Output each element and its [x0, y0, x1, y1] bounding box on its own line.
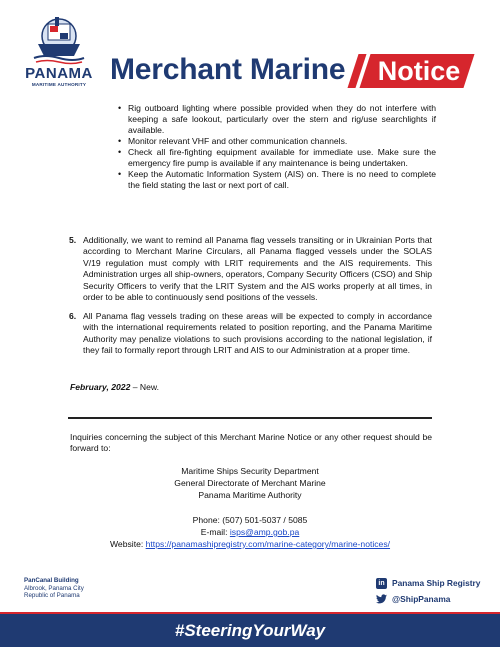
divider — [68, 417, 432, 419]
panama-maritime-authority-logo — [24, 14, 94, 92]
paragraph-text: Additionally, we want to remind all Panama flag vessels transiting or in Ukrainian Ports that according to Merchant Marine Circulars, all Panama flagged vessels under the SOLAS V/19 regulation must comply with LRIT requirements and the AIS requirements. This Administration urges all ship-owners, operators, Company Security Officers (CSO) and Ship Security Officers to verify that the LRIT System and the AIS works properly at all times, in order to be able to continuously send positions of the vessels. — [83, 235, 432, 303]
paragraph-number: 6. — [69, 311, 77, 321]
header-title: Merchant Marine — [110, 53, 346, 86]
linkedin-link[interactable] — [376, 575, 480, 591]
linkedin-label: Panama Ship Registry — [392, 578, 481, 588]
ship-emblem-icon — [30, 14, 88, 66]
inquiry-text: Inquiries concerning the subject of this Merchant Marine Notice or any other request should be forward to: — [70, 432, 432, 454]
linkedin-icon: in — [376, 578, 387, 589]
email-label: E-mail: — [200, 527, 230, 537]
contact-email-line — [60, 526, 440, 538]
hashtag-text: #SteeringYourWay — [174, 621, 326, 640]
contact-phone: Phone: (507) 501-5037 / 5085 — [192, 515, 308, 525]
logo-subtitle: MARITIME AUTHORITY — [31, 82, 87, 87]
contact-department: Maritime Ships Security Department — [181, 466, 319, 476]
address-city: Albrook, Panama City — [24, 584, 84, 592]
twitter-icon — [376, 594, 387, 605]
contact-details — [60, 514, 440, 550]
contact-website-line — [60, 538, 440, 550]
twitter-label: @ShipPanama — [392, 594, 451, 604]
paragraph-number: 5. — [69, 235, 77, 245]
twitter-link[interactable] — [376, 591, 480, 607]
paragraph-5 — [70, 235, 432, 303]
address-building: PanCanal Building — [24, 577, 79, 584]
contact-directorate: General Directorate of Merchant Marine — [174, 478, 326, 488]
email-link[interactable]: isps@amp.gob.pa — [229, 527, 300, 537]
list-item: • Keep the Automatic Information System (AIS) on. There is no need to complete the field stating the last or next port of call. — [128, 169, 436, 191]
date-value: February, 2022 — [70, 382, 131, 392]
notice-badge — [353, 54, 472, 88]
notice-badge-label: Notice — [377, 56, 461, 86]
paragraph-6 — [70, 311, 432, 357]
paragraph-text: All Panama flag vessels trading on these areas will be expected to comply in accordance with the international requirements related to position reporting, and the Panama Maritime Authority may penalize violations to such provisions according to the national legislation, if they fail to formally report through LRIT and AIS to our Administration at a proper time. — [83, 311, 432, 356]
footer-address — [24, 577, 84, 600]
issue-date — [70, 382, 159, 392]
list-item: • Rig outboard lighting where possible provided when they do not interfere with keeping a safe lookout, particularly over the stern and rig/use searchlights if available. — [128, 103, 436, 136]
social-links — [376, 575, 480, 607]
logo-name: PANAMA — [25, 65, 93, 82]
contact-block — [60, 465, 440, 501]
list-item: • Check all fire-fighting equipment available for immediate use. Make sure the emergency fire pump is available if any maintenance is being undertaken. — [128, 147, 436, 169]
address-country: Republic of Panama — [24, 592, 80, 600]
website-label: Website: — [109, 539, 146, 549]
website-link[interactable]: https://panamashipregistry.com/marine-category/marine-notices/ — [145, 539, 391, 549]
bullet-list — [128, 103, 436, 191]
contact-authority: Panama Maritime Authority — [198, 490, 302, 500]
list-item: • Monitor relevant VHF and other communication channels. — [128, 136, 436, 147]
date-status: – New. — [130, 382, 160, 392]
